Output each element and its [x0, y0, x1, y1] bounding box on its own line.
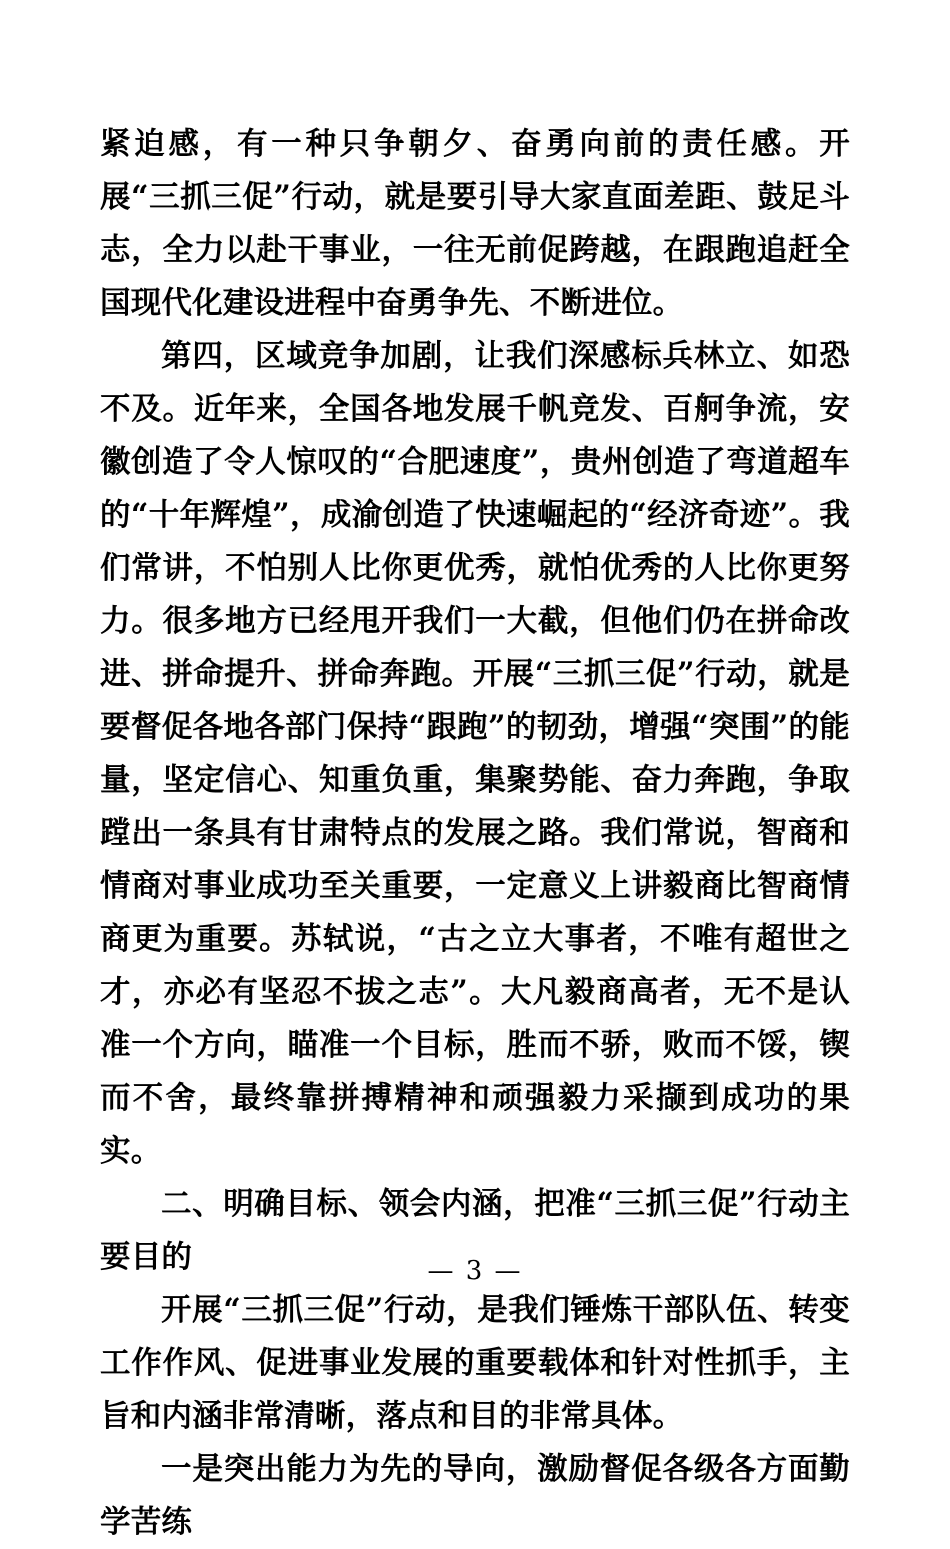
paragraph: 紧迫感，有一种只争朝夕、奋勇向前的责任感。开展“三抓三促”行动，就是要引导大家直面差距、鼓足斗志，全力以赴干事业，一往无前促跨越，在跟跑追赶全国现代化建设进程中奋勇争先、不断进位。: [100, 126, 850, 321]
paragraph: 第四，区域竞争加剧，让我们深感标兵林立、如恐不及。近年来，全国各地发展千帆竞发、百舸争流，安徽创造了令人惊叹的“合肥速度”，贵州创造了弯道超车的“十年辉煌”，成渝创造了快速崛起的“经济奇迹”。我们常讲，不怕别人比你更优秀，就怕优秀的人比你更努力。很多地方已经甩开我们一大截，但他们仍在拼命改进、拼命提升、拼命奔跑。开展“三抓三促”行动，就是要督促各地各部门保持“跟跑”的韧劲，增强“突围”的能量，坚定信心、知重负重，集聚势能、奋力奔跑，争取蹚出一条具有甘肃特点的发展之路。我们常说，智商和情商对事业成功至关重要，一定意义上讲毅商比智商情商更为重要。苏轼说，“古之立大事者，不唯有超世之才，亦必有坚忍不拔之志”。大凡毅商高者，无不是认准一个方向，瞄准一个目标，胜而不骄，败而不馁，锲而不舍，最终靠拼搏精神和顽强毅力采撷到成功的果实。: [100, 338, 850, 1169]
document-body: [100, 118, 850, 1549]
section-heading: 二、明确目标、领会内涵，把准“三抓三促”行动主要目的: [100, 1186, 850, 1275]
paragraph: 开展“三抓三促”行动，是我们锤炼干部队伍、转变工作作风、促进事业发展的重要载体和针对性抓手，主旨和内涵非常清晰，落点和目的非常具体。: [100, 1292, 850, 1434]
page-number: — 3 —: [427, 1256, 523, 1286]
paragraph: 一是突出能力为先的导向，激励督促各级各方面勤学苦练: [100, 1451, 850, 1540]
